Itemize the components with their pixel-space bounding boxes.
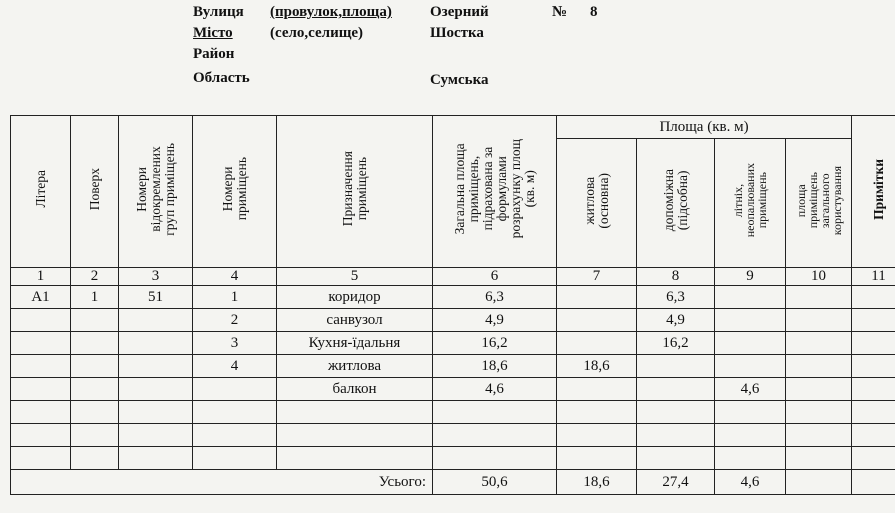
table-row <box>11 424 895 447</box>
notes-cell <box>852 286 895 309</box>
total-label: Усього: <box>11 470 433 495</box>
column-number: 1 <box>11 268 71 286</box>
group-cell <box>119 332 193 355</box>
room-number-cell <box>193 424 277 447</box>
group-cell <box>119 401 193 424</box>
column-number: 10 <box>786 268 852 286</box>
header-group-numbers: Номери відокремлених груп приміщень <box>119 116 193 268</box>
summer-area-cell <box>715 424 786 447</box>
auxiliary-area-cell <box>637 401 715 424</box>
total-area-sum: 50,6 <box>433 470 557 495</box>
room-number-cell: 2 <box>193 309 277 332</box>
common-area-cell <box>786 424 852 447</box>
purpose-cell: житлова <box>277 355 433 378</box>
common-area-cell <box>786 447 852 470</box>
table-row <box>11 286 895 309</box>
table-row <box>11 309 895 332</box>
room-number-cell: 4 <box>193 355 277 378</box>
auxiliary-area-sum: 27,4 <box>637 470 715 495</box>
room-number-cell: 1 <box>193 286 277 309</box>
purpose-cell <box>277 447 433 470</box>
floor-cell <box>71 378 119 401</box>
group-cell <box>119 424 193 447</box>
header-common-area: площа приміщень загального користування <box>786 139 852 268</box>
header-purpose: Призначення приміщень <box>277 116 433 268</box>
street-alt-label: (провулок,площа) <box>270 4 392 20</box>
table-row <box>11 332 895 355</box>
number-label: № <box>552 4 568 20</box>
purpose-cell: санвузол <box>277 309 433 332</box>
purpose-cell: коридор <box>277 286 433 309</box>
header-summer-area: літніх, неопалюваних приміщень <box>715 139 786 268</box>
room-number-cell <box>193 378 277 401</box>
living-area-cell: 18,6 <box>557 355 637 378</box>
summer-area-cell: 4,6 <box>715 378 786 401</box>
total-area-cell: 6,3 <box>433 286 557 309</box>
total-area-cell <box>433 447 557 470</box>
group-cell <box>119 355 193 378</box>
common-area-sum <box>786 470 852 495</box>
common-area-cell <box>786 332 852 355</box>
column-number: 7 <box>557 268 637 286</box>
floor-cell <box>71 401 119 424</box>
column-number: 5 <box>277 268 433 286</box>
summer-area-cell <box>715 447 786 470</box>
column-number: 11 <box>852 268 895 286</box>
header-total-area: Загальна площа приміщень, підрахована за формулами розрахунку площ (кв. м) <box>433 116 557 268</box>
notes-cell <box>852 332 895 355</box>
floor-cell <box>71 309 119 332</box>
region-value: Сумська <box>430 72 489 88</box>
floor-cell <box>71 332 119 355</box>
rooms-table <box>10 115 895 495</box>
summer-area-cell <box>715 355 786 378</box>
column-number: 4 <box>193 268 277 286</box>
table-row <box>11 447 895 470</box>
room-number-cell <box>193 447 277 470</box>
auxiliary-area-cell: 4,9 <box>637 309 715 332</box>
common-area-cell <box>786 378 852 401</box>
litera-cell <box>11 309 71 332</box>
floor-cell <box>71 355 119 378</box>
header-living-area: житлова (основна) <box>557 139 637 268</box>
living-area-sum: 18,6 <box>557 470 637 495</box>
total-area-cell: 4,6 <box>433 378 557 401</box>
summer-area-cell <box>715 286 786 309</box>
notes-cell <box>852 309 895 332</box>
auxiliary-area-cell <box>637 447 715 470</box>
floor-cell <box>71 424 119 447</box>
purpose-cell: Кухня-їдальня <box>277 332 433 355</box>
purpose-cell <box>277 424 433 447</box>
total-area-cell: 4,9 <box>433 309 557 332</box>
auxiliary-area-cell <box>637 355 715 378</box>
group-cell <box>119 378 193 401</box>
header-area-group: Площа (кв. м) <box>557 116 852 139</box>
total-area-cell <box>433 401 557 424</box>
common-area-cell <box>786 355 852 378</box>
common-area-cell <box>786 309 852 332</box>
table-row <box>11 355 895 378</box>
header-floor: Поверх <box>71 116 119 268</box>
living-area-cell <box>557 332 637 355</box>
city-value: Шостка <box>430 25 484 41</box>
totals-row <box>11 470 895 495</box>
notes-cell <box>852 378 895 401</box>
column-number: 6 <box>433 268 557 286</box>
district-label: Район <box>193 46 235 62</box>
summer-area-cell <box>715 309 786 332</box>
room-number-cell: 3 <box>193 332 277 355</box>
summer-area-cell <box>715 332 786 355</box>
notes-cell <box>852 401 895 424</box>
litera-cell <box>11 355 71 378</box>
living-area-cell <box>557 447 637 470</box>
group-cell <box>119 447 193 470</box>
header-auxiliary-area: допоміжна (підсобна) <box>637 139 715 268</box>
purpose-cell <box>277 401 433 424</box>
street-value: Озерний <box>430 4 489 20</box>
notes-cell <box>852 355 895 378</box>
notes-cell <box>852 424 895 447</box>
common-area-cell <box>786 401 852 424</box>
column-number: 2 <box>71 268 119 286</box>
number-value: 8 <box>590 4 598 20</box>
street-label: Вулиця <box>193 4 244 20</box>
city-label: Місто <box>193 25 233 41</box>
total-area-cell: 16,2 <box>433 332 557 355</box>
litera-cell <box>11 378 71 401</box>
auxiliary-area-cell <box>637 378 715 401</box>
city-alt-label: (село,селище) <box>270 25 364 41</box>
auxiliary-area-cell: 6,3 <box>637 286 715 309</box>
table-row <box>11 378 895 401</box>
living-area-cell <box>557 286 637 309</box>
region-label: Область <box>193 70 250 86</box>
header-litera: Літера <box>11 116 71 268</box>
litera-cell: А1 <box>11 286 71 309</box>
header-notes: Примітки <box>852 116 895 268</box>
auxiliary-area-cell: 16,2 <box>637 332 715 355</box>
group-cell: 51 <box>119 286 193 309</box>
summer-area-sum: 4,6 <box>715 470 786 495</box>
total-area-cell <box>433 424 557 447</box>
auxiliary-area-cell <box>637 424 715 447</box>
room-number-cell <box>193 401 277 424</box>
column-number-row <box>11 268 895 286</box>
litera-cell <box>11 401 71 424</box>
notes-sum <box>852 470 895 495</box>
total-area-cell: 18,6 <box>433 355 557 378</box>
purpose-cell: балкон <box>277 378 433 401</box>
table-row <box>11 401 895 424</box>
header-room-numbers: Номери приміщень <box>193 116 277 268</box>
floor-cell: 1 <box>71 286 119 309</box>
living-area-cell <box>557 424 637 447</box>
column-number: 3 <box>119 268 193 286</box>
common-area-cell <box>786 286 852 309</box>
notes-cell <box>852 447 895 470</box>
living-area-cell <box>557 378 637 401</box>
litera-cell <box>11 447 71 470</box>
living-area-cell <box>557 309 637 332</box>
summer-area-cell <box>715 401 786 424</box>
group-cell <box>119 309 193 332</box>
litera-cell <box>11 424 71 447</box>
living-area-cell <box>557 401 637 424</box>
floor-cell <box>71 447 119 470</box>
column-number: 8 <box>637 268 715 286</box>
litera-cell <box>11 332 71 355</box>
column-number: 9 <box>715 268 786 286</box>
